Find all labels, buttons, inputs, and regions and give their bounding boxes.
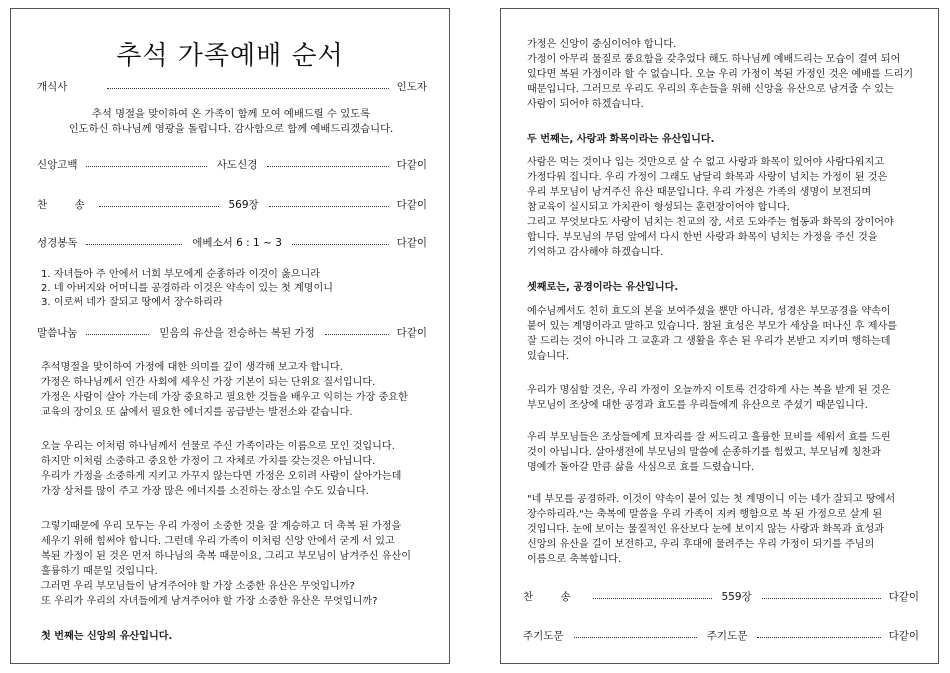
- sermon-paragraph: 사람은 먹는 것이나 입는 것만으로 살 수 없고 사랑과 화목이 있어야 사람다워지고 가정다워 집니다. 우리 가정이 그래도 남달리 화목과 사랑이 넘치는 가정이 된 것은 우리 부모님이 남겨주신 유산 때문입니다. 우리 가정은 가족의 생명이 보전되며 참교육이 실시되고 가치관이 형성되는 훈련장이어야 합니다. 그리고 무엇보다도 사랑이 넘치는 친교의 장, 서로 도와주는 협동과 화목의 장이어야 합니다. 부모님의 무덤 앞에서 다시 한번 사랑과 화목이 넘치는 가정을 주신 것을 기억하고 감사해야 하겠습니다.: [527, 157, 894, 258]
- scripture-verses: 1. 자녀들아 주 안에서 너희 부모에게 순종하라 이것이 옳으니라 2. 네 아버지와 어머니를 공경하라 이것은 약속이 있는 첫 계명이니 3. 이로써 네가 잘되고 땅에서 장수하리라: [41, 269, 334, 308]
- dot-leader: [86, 334, 150, 335]
- order-item: 사도신경: [216, 158, 258, 171]
- section-heading: 두 번째는, 사랑과 화목이라는 유산입니다.: [527, 134, 715, 145]
- order-label: 말씀나눔: [37, 326, 78, 339]
- order-item: 569장: [228, 198, 259, 211]
- order-row-opening: [37, 79, 427, 93]
- order-leader: 다같이: [396, 236, 427, 249]
- order-label: 주기도문: [523, 629, 564, 642]
- order-row-sharing: [37, 325, 427, 339]
- order-leader: 다같이: [396, 158, 427, 171]
- dot-leader: [267, 166, 388, 167]
- invocation-text: 추석 명절을 맞이하여 온 가족이 함께 모여 예배드릴 수 있도록 인도하신 하나님께 영광을 돌립니다. 감사함으로 함께 예배드리겠습니다.: [68, 108, 394, 135]
- section-heading: 첫 번째는 신앙의 유산입니다.: [41, 631, 173, 642]
- dot-leader: [762, 598, 881, 599]
- order-item: 559장: [721, 590, 752, 603]
- order-row-lords-prayer: [523, 628, 919, 642]
- order-row-hymn: [37, 197, 427, 211]
- order-leader: 다같이: [888, 590, 919, 603]
- dot-leader: [325, 334, 389, 335]
- order-label: 개식사: [37, 80, 68, 93]
- dot-leader: [86, 244, 183, 245]
- dot-leader: [574, 637, 697, 638]
- order-row-reading: [37, 235, 427, 249]
- section-heading: 셋째로는, 공경이라는 유산입니다.: [527, 282, 679, 293]
- order-leader: 다같이: [396, 198, 427, 211]
- sermon-paragraph: "네 부모를 공경하라. 이것이 약속이 붙어 있는 첫 계명이니 이는 네가 잘되고 땅에서 장수하리라."는 축복에 말씀을 우리 가족이 지켜 행함으로 복 된 가정으로 살게 된 것입니다. 눈에 보이는 물질적인 유산보다 눈에 보이지 않는 사랑과 화목과 효성과 신앙의 유산을 길이 보전하고, 우리 후대에 물려주는 우리 가정이 되기를 주님의 이름으로 축복합니다.: [527, 494, 896, 565]
- order-item: 주기도문: [706, 629, 748, 642]
- order-leader: 인도자: [396, 80, 427, 93]
- order-label: 찬 송: [523, 590, 583, 603]
- order-leader: 다같이: [396, 326, 427, 339]
- order-item: 믿음의 유산을 전승하는 복된 가정: [159, 326, 315, 339]
- order-row-hymn: [523, 589, 919, 603]
- dot-leader: [269, 206, 389, 207]
- sermon-paragraph: 오늘 우리는 이처럼 하나님께서 선물로 주신 가족이라는 이름으로 모인 것입니다. 하지만 이처럼 소중하고 중요한 가정이 그 자체로 가치를 갖는것은 아닙니다. 우리가 가정을 소중하게 지키고 가꾸지 않는다면 가정은 오히려 사람이 살아가는데 가장 상처를 많이 주고 가장 많은 에너지를 소진하는 장소일 수도 있습니다.: [41, 441, 402, 497]
- dot-leader: [86, 166, 207, 167]
- order-item: 에베소서 6 : 1 ~ 3: [192, 236, 282, 249]
- sermon-paragraph: 추석명절을 맞이하여 가정에 대한 의미를 깊이 생각해 보고자 합니다. 가정은 하나님께서 인간 사회에 세우신 가장 기본이 되는 단위요 질서입니다. 가정은 사람이 살아 가는데 가장 중요하고 필요한 것들을 배우고 익히는 가장 중요한 교육의 장이요 또 삶에서 필요한 에너지를 공급받는 발전소와 같습니다.: [41, 362, 408, 418]
- order-label: 신앙고백: [37, 158, 78, 171]
- sermon-paragraph: 우리가 명심할 것은, 우리 가정이 오늘까지 이토록 건강하게 사는 복을 받게 된 것은 부모님이 조상에 대한 공경과 효도를 우리들에게 유산으로 주셨기 때문입니다.: [527, 385, 891, 411]
- dot-leader: [757, 637, 880, 638]
- order-row-creed: [37, 157, 427, 171]
- order-label: 찬 송: [37, 198, 97, 211]
- dot-leader: [593, 598, 712, 599]
- order-leader: 다같이: [888, 629, 919, 642]
- order-label: 성경봉독: [37, 236, 78, 249]
- dot-leader: [292, 244, 389, 245]
- sermon-paragraph: 예수님께서도 친히 효도의 본을 보여주셨을 뿐만 아니라, 성경은 부모공경을 약속이 붙어 있는 계명이라고 말하고 있습니다. 참된 효성은 부모가 세상을 떠나신 후 제사를 잘 드리는 것이 아니라 그 교훈과 그 생활을 후손 된 우리가 본받고 지키며 행하는데 있습니다.: [527, 306, 898, 362]
- sermon-paragraph: 가정은 신앙이 중심이어야 합니다. 가정이 아무리 물질로 풍요함을 갖추었다 해도 하나님께 예배드리는 모습이 결여 되어 있다면 복된 가정이라 할 수 없습니다. 오늘 우리 가정이 복된 가정인 것은 예배를 드리기 때문입니다. 그러므로 우리도 우리의 후손들을 위해 신앙을 유산으로 남겨줄 수 있는 사람이 되어야 하겠습니다.: [527, 39, 914, 110]
- sermon-paragraph: 우리 부모님들은 조상들에게 묘자리를 잘 써드리고 훌륭한 묘비를 세워서 효를 드린 것이 아닙니다. 살아생전에 부모님의 말씀에 순종하기를 힘썼고, 부모님께 칭찬과 명예가 돌아갈 만큼 삶을 사심으로 효를 드렸습니다.: [527, 432, 891, 473]
- dot-leader: [99, 206, 219, 207]
- page-title: 추석 가족예배 순서: [116, 41, 344, 71]
- left-page: [10, 8, 450, 664]
- dot-leader: [107, 88, 388, 89]
- right-page: [500, 8, 939, 664]
- sermon-paragraph: 그렇기때문에 우리 모두는 우리 가정이 소중한 것을 잘 계승하고 더 축복 된 가정을 세우기 위해 힘써야 합니다. 그런데 우리 가족이 이처럼 신앙 안에서 굳게 서 있고 복된 가정이 된 것은 먼저 하나님의 축복 때문이요, 그리고 부모님이 남겨주신 유산이 훌륭하기 때문일 것입니다. 그러면 우리 부모님들이 남겨주어야 할 가장 소중한 유산은 무엇입니까? 또 우리가 우리의 자녀들에게 남겨주어야 할 가장 소중한 유산은 무엇입니까?: [41, 521, 412, 607]
